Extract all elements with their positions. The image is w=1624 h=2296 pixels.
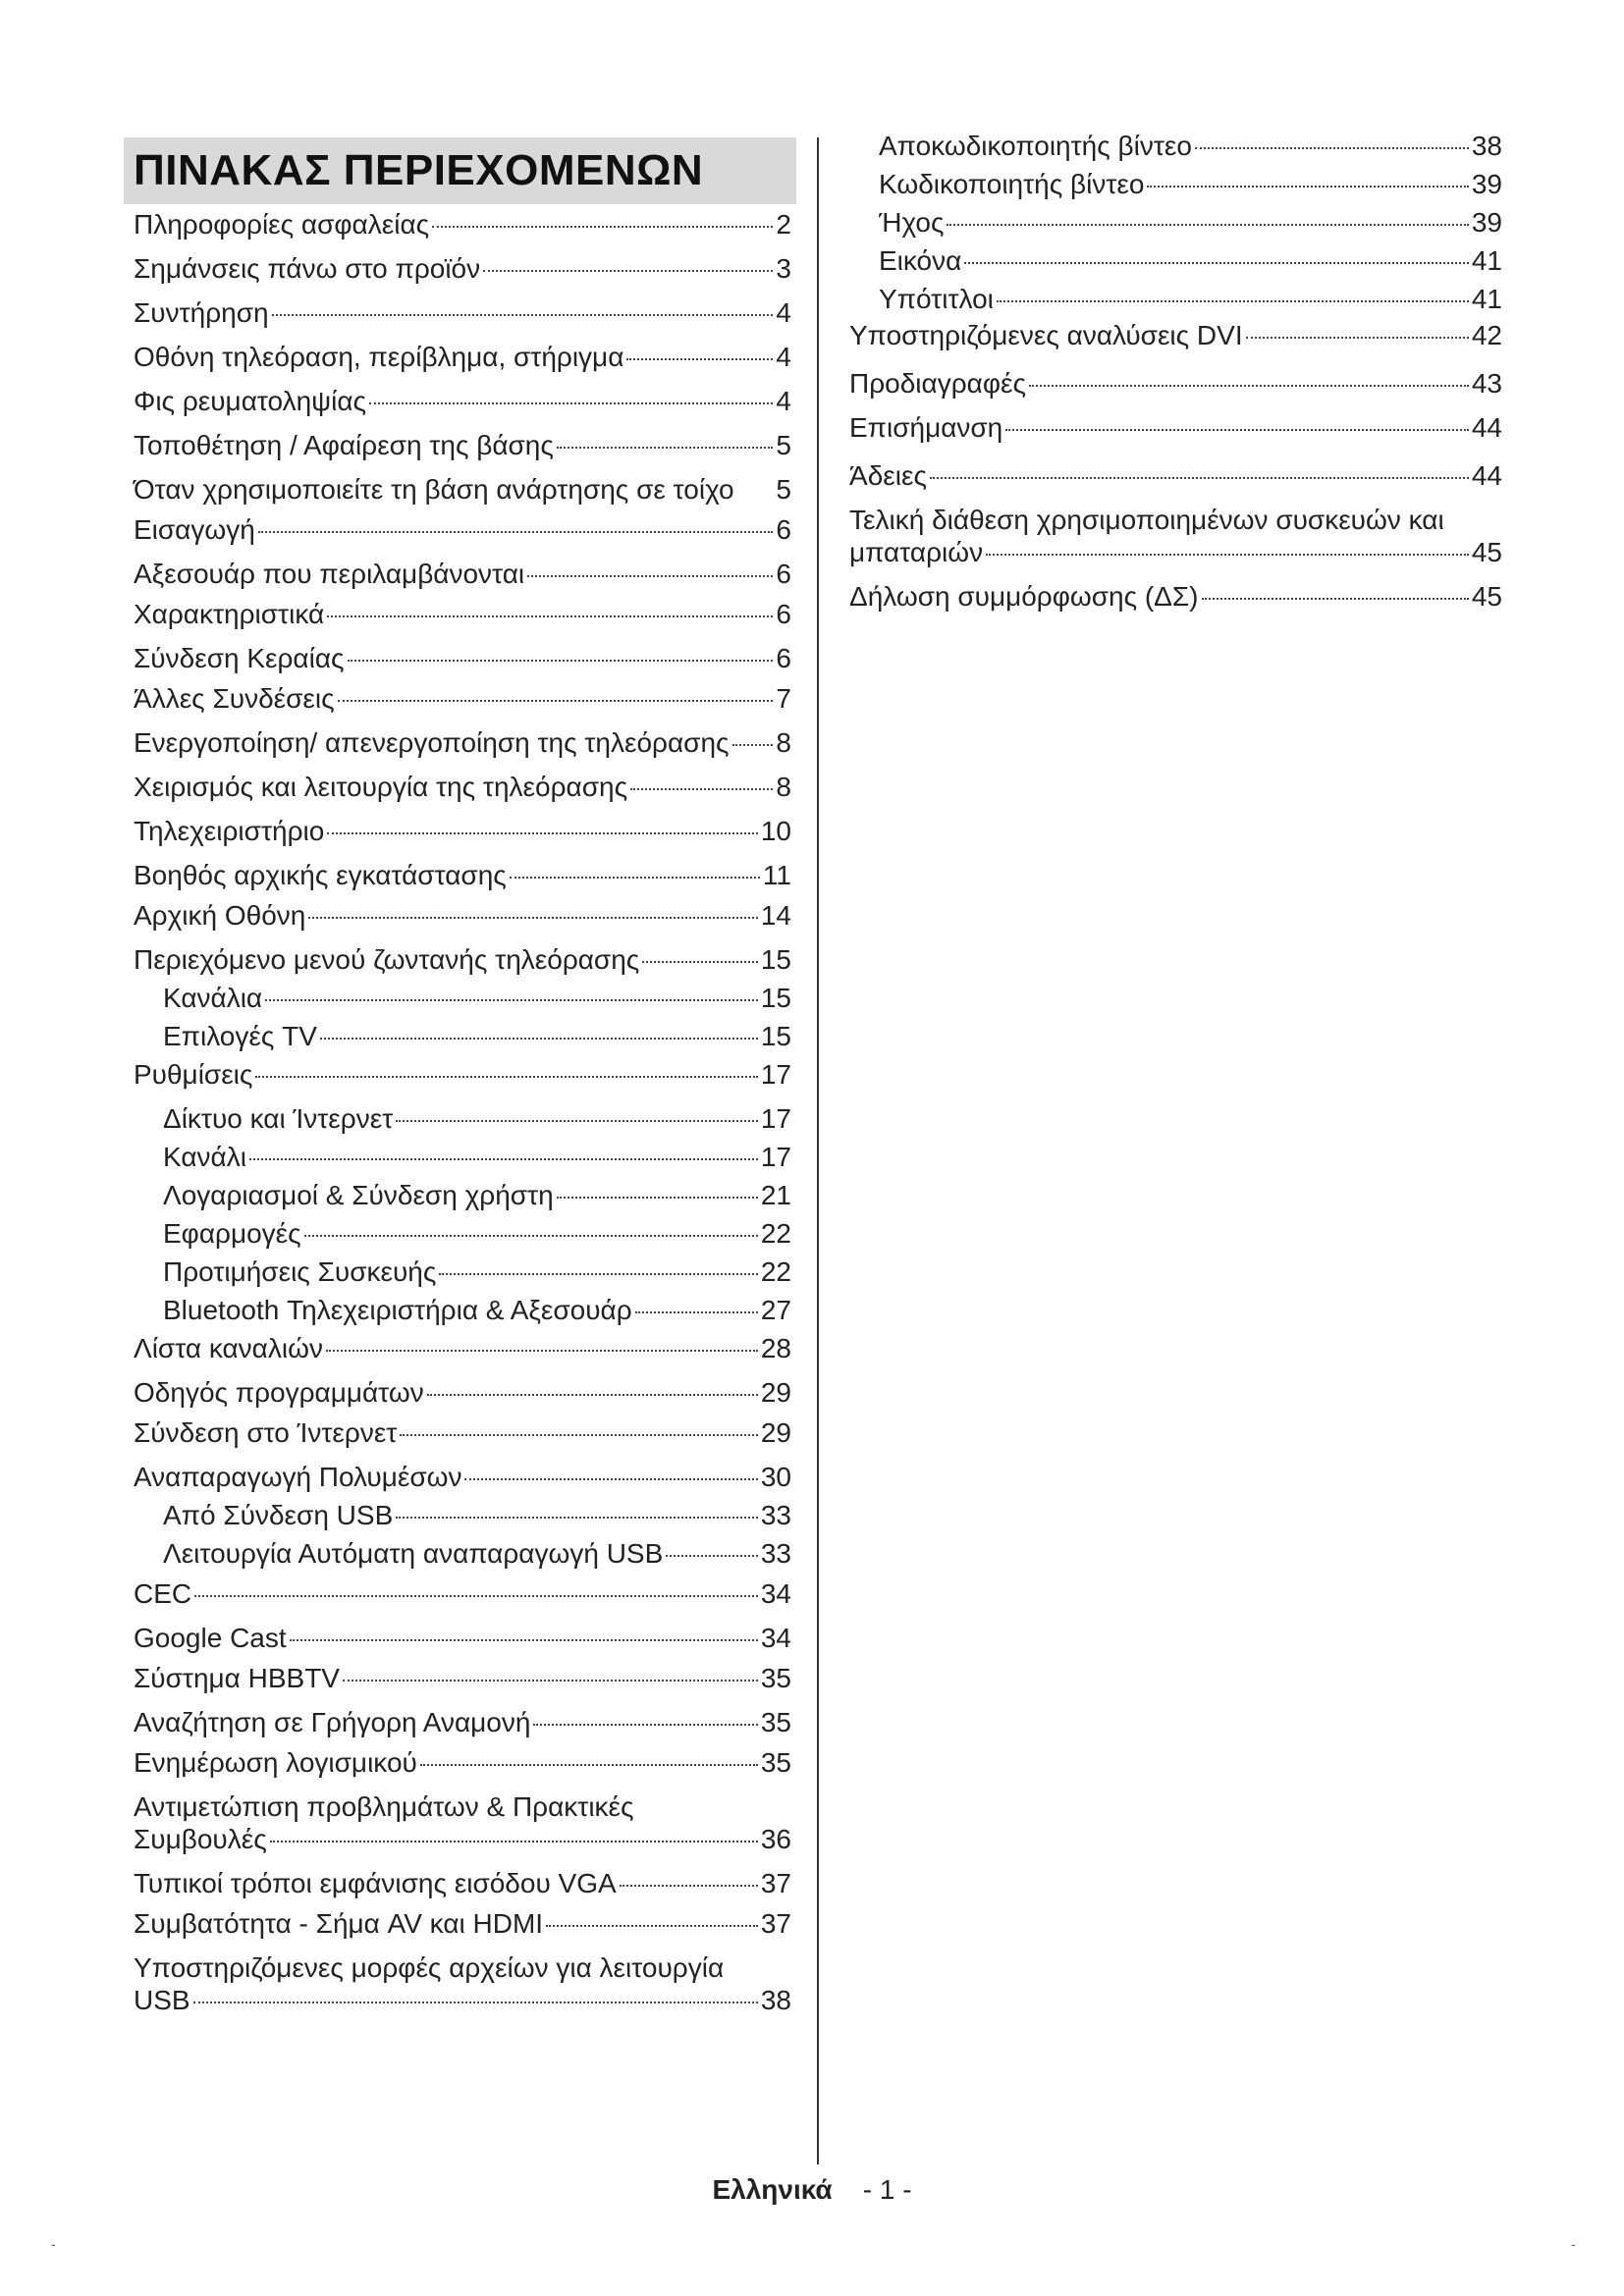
toc-entry[interactable] <box>134 513 791 546</box>
toc-entry[interactable] <box>134 252 791 285</box>
toc-entry-title: Επισήμανση <box>849 412 1003 443</box>
toc-entry-title: Αναπαραγωγή Πολυμέσων <box>134 1462 462 1492</box>
toc-entry[interactable] <box>849 504 1502 568</box>
toc-entry[interactable] <box>849 168 1502 200</box>
toc-entry-page: 10 <box>760 816 791 846</box>
toc-entry-page: 15 <box>760 1021 791 1051</box>
toc-entry-title: Ενεργοποίηση/ απενεργοποίηση της τηλεόρασης <box>134 727 730 758</box>
toc-entry-title: Σύνδεση Κεραίας <box>134 643 345 673</box>
toc-entry-page: 35 <box>760 1663 791 1693</box>
dot-leader <box>343 1679 758 1682</box>
toc-entry-page: 17 <box>760 1103 791 1134</box>
toc-entry[interactable] <box>134 1058 791 1091</box>
dot-leader <box>420 1763 758 1766</box>
toc-entry-page: 8 <box>776 772 791 802</box>
toc-entry[interactable] <box>849 206 1502 239</box>
toc-entry-page: 36 <box>760 1824 791 1854</box>
toc-entry-page: 33 <box>760 1538 791 1569</box>
toc-entry[interactable] <box>134 682 791 715</box>
dot-leader <box>986 553 1469 556</box>
toc-entry-title: Σημάνσεις πάνω στο προϊόν <box>134 253 481 284</box>
toc-entry-title: Εισαγωγή <box>134 514 255 545</box>
toc-left-column <box>134 208 791 2016</box>
dot-leader <box>635 1310 758 1313</box>
toc-entry-title: Δίκτυο και Ίντερνετ <box>163 1103 394 1134</box>
toc-entry[interactable] <box>849 319 1502 351</box>
toc-entry-title-line2: Συμβουλές <box>134 1824 267 1854</box>
toc-entry[interactable] <box>134 726 791 759</box>
toc-entry[interactable] <box>134 296 791 329</box>
toc-entry-title: Φις ρευματοληψίας <box>134 386 367 416</box>
toc-entry-title: Σύνδεση στο Ίντερνετ <box>134 1417 398 1448</box>
toc-entry-page: 41 <box>1471 284 1502 314</box>
toc-entry[interactable] <box>849 411 1502 444</box>
dot-leader <box>1246 336 1469 339</box>
toc-entry[interactable] <box>134 1376 791 1409</box>
dot-leader <box>265 998 758 1001</box>
toc-entry[interactable] <box>134 642 791 674</box>
dot-leader <box>557 1196 758 1199</box>
toc-entry-page: 39 <box>1471 169 1502 199</box>
toc-title-bar <box>124 137 796 204</box>
dot-leader <box>947 223 1468 226</box>
footer-language: Ελληνικά <box>712 2174 833 2205</box>
dot-leader <box>533 1723 757 1726</box>
toc-entry-title: Ήχος <box>879 207 945 238</box>
toc-entry-title: Εικόνα <box>879 245 962 276</box>
toc-entry[interactable] <box>134 385 791 417</box>
toc-entry-page: 37 <box>760 1868 791 1898</box>
toc-entry-title: Άλλες Συνδέσεις <box>134 683 335 714</box>
toc-entry-page: 45 <box>1471 537 1502 567</box>
toc-entry-page: 44 <box>1471 460 1502 491</box>
dot-leader <box>290 1638 758 1641</box>
corner-mark-right: - <box>1571 2236 1576 2252</box>
column-divider <box>817 137 819 2164</box>
toc-entry-title: Άδειες <box>849 460 927 491</box>
toc-entry-page: 33 <box>760 1500 791 1530</box>
toc-entry-page: 3 <box>776 253 791 284</box>
toc-entry-title: Λογαριασμοί & Σύνδεση χρήστη <box>163 1180 554 1210</box>
toc-entry-page: 35 <box>760 1707 791 1737</box>
dot-leader <box>439 1272 758 1275</box>
toc-entry-title: Τοποθέτηση / Αφαίρεση της βάσης <box>134 430 554 460</box>
toc-entry[interactable] <box>849 367 1502 400</box>
toc-entry-title: Προδιαγραφές <box>849 368 1026 399</box>
toc-entry[interactable] <box>134 1537 791 1570</box>
toc-entry-title: Τυπικοί τρόποι εμφάνισης εισόδου VGA <box>134 1868 617 1898</box>
dot-leader <box>642 960 758 963</box>
toc-entry-title: Σύστημα HBBTV <box>134 1663 340 1693</box>
toc-entry-page: 4 <box>776 297 791 328</box>
toc-entry-page: 6 <box>776 514 791 545</box>
toc-entry[interactable] <box>134 1706 791 1738</box>
toc-entry[interactable] <box>134 1217 791 1250</box>
dot-leader <box>396 1516 758 1519</box>
dot-leader <box>737 492 774 493</box>
dot-leader <box>320 1037 758 1040</box>
dot-leader <box>308 916 757 919</box>
toc-entry-page: 42 <box>1471 320 1502 350</box>
dot-leader <box>964 261 1469 264</box>
toc-entry-title: Όταν χρησιμοποιείτε τη βάση ανάρτησης σε τοίχο <box>134 474 734 505</box>
toc-entry-title: Αποκωδικοποιητής βίντεο <box>879 131 1192 161</box>
toc-entry[interactable] <box>849 130 1502 162</box>
toc-entry[interactable] <box>134 1499 791 1531</box>
toc-entry[interactable] <box>134 771 791 803</box>
toc-entry-page: 8 <box>776 727 791 758</box>
dot-leader <box>666 1554 758 1557</box>
dot-leader <box>732 743 774 746</box>
toc-entry-title: Κανάλια <box>163 983 263 1013</box>
toc-entry-page: 14 <box>760 900 791 931</box>
toc-entry-title: Ρυθμίσεις <box>134 1059 253 1090</box>
toc-entry[interactable] <box>134 1294 791 1326</box>
toc-entry-title-line2: μπαταριών <box>849 537 984 567</box>
toc-entry[interactable] <box>134 1179 791 1211</box>
toc-entry-title: Επιλογές TV <box>163 1021 317 1051</box>
dot-leader <box>326 1349 758 1352</box>
toc-entry[interactable] <box>849 244 1502 277</box>
toc-entry-page: 6 <box>776 599 791 629</box>
dot-leader <box>546 1924 758 1927</box>
dot-leader <box>249 1157 758 1160</box>
toc-entry-title: Από Σύνδεση USB <box>163 1500 394 1530</box>
dot-leader <box>1005 428 1469 431</box>
toc-entry-page: 6 <box>776 559 791 589</box>
toc-entry-title: Υποστηριζόμενες αναλύσεις DVI <box>849 320 1243 350</box>
toc-entry-title: Πληροφορίες ασφαλείας <box>134 209 430 240</box>
toc-entry[interactable] <box>134 1332 791 1364</box>
toc-entry-page: 22 <box>760 1256 791 1287</box>
toc-entry[interactable] <box>134 1907 791 1940</box>
dot-leader <box>304 1234 758 1237</box>
toc-entry-title: Τηλεχειριστήριο <box>134 816 325 846</box>
toc-entry-page: 39 <box>1471 207 1502 238</box>
toc-entry-page: 28 <box>760 1333 791 1363</box>
toc-entry-page: 4 <box>776 386 791 416</box>
toc-entry-page: 22 <box>760 1218 791 1249</box>
toc-entry-title: Οδηγός προγραμμάτων <box>134 1377 424 1408</box>
dot-leader <box>557 446 774 449</box>
toc-entry-title: Λειτουργία Αυτόματη αναπαραγωγή USB <box>163 1538 664 1569</box>
toc-entry-page: 43 <box>1471 368 1502 399</box>
toc-entry[interactable] <box>134 899 791 932</box>
toc-entry[interactable] <box>134 558 791 590</box>
toc-entry[interactable] <box>134 1102 791 1135</box>
dot-leader <box>930 476 1469 479</box>
toc-right-column <box>849 130 1502 613</box>
dot-leader <box>327 614 773 617</box>
toc-entry-page: 38 <box>1471 131 1502 161</box>
toc-entry-title: Bluetooth Τηλεχειριστήρια & Αξεσουάρ <box>163 1295 632 1325</box>
toc-entry-title: Λίστα καναλιών <box>134 1333 323 1363</box>
toc-entry-page: 7 <box>776 683 791 714</box>
toc-title: ΠΙΝΑΚΑΣ ΠΕΡΙΕΧΟΜΕΝΩΝ <box>134 146 704 194</box>
toc-entry[interactable] <box>134 1662 791 1694</box>
dot-leader <box>1147 185 1468 187</box>
toc-entry-page: 2 <box>776 209 791 240</box>
dot-leader <box>620 1884 758 1887</box>
toc-entry-title: Συντήρηση <box>134 297 269 328</box>
dot-leader <box>270 1840 758 1842</box>
dot-leader <box>348 659 774 662</box>
dot-leader <box>194 1594 758 1597</box>
toc-entry-page: 6 <box>776 643 791 673</box>
toc-entry-title: Εφαρμογές <box>163 1218 301 1249</box>
toc-entry[interactable] <box>134 1577 791 1610</box>
dot-leader <box>510 876 760 879</box>
toc-entry[interactable] <box>134 1746 791 1779</box>
toc-entry-page: 29 <box>760 1377 791 1408</box>
toc-entry-page: 4 <box>776 342 791 372</box>
toc-entry-title-line1: Υποστηριζόμενες μορφές αρχείων για λειτουργία <box>134 1952 725 1983</box>
toc-entry-page: 45 <box>1471 581 1502 612</box>
toc-entry[interactable] <box>134 208 791 240</box>
toc-entry[interactable] <box>134 1141 791 1173</box>
dot-leader <box>997 299 1469 302</box>
dot-leader <box>396 1119 758 1122</box>
toc-entry[interactable] <box>134 1867 791 1899</box>
toc-entry[interactable] <box>134 982 791 1014</box>
toc-entry-title: Οθόνη τηλεόραση, περίβλημα, στήριγμα <box>134 342 624 372</box>
toc-entry[interactable] <box>849 580 1502 613</box>
dot-leader <box>527 574 773 577</box>
toc-entry-page: 34 <box>760 1623 791 1653</box>
toc-entry[interactable] <box>134 598 791 630</box>
toc-entry-page: 38 <box>760 1985 791 2015</box>
dot-leader <box>1195 146 1469 149</box>
toc-entry[interactable] <box>134 341 791 373</box>
toc-entry-title: Google Cast <box>134 1623 287 1653</box>
toc-entry[interactable] <box>134 815 791 847</box>
dot-leader <box>1202 597 1469 600</box>
toc-entry-page: 17 <box>760 1142 791 1172</box>
toc-entry-page: 29 <box>760 1417 791 1448</box>
toc-entry-page: 27 <box>760 1295 791 1325</box>
toc-entry-title: Υπότιτλοι <box>879 284 994 314</box>
toc-entry[interactable] <box>134 1790 791 1855</box>
toc-entry-title: Κανάλι <box>163 1142 246 1172</box>
dot-leader <box>464 1477 757 1480</box>
dot-leader <box>1029 384 1469 387</box>
dot-leader <box>400 1433 757 1436</box>
toc-entry-page: 30 <box>760 1462 791 1492</box>
toc-entry-title: Δήλωση συμμόρφωσης (ΔΣ) <box>849 581 1199 612</box>
footer-page-number: - 1 - <box>862 2174 912 2205</box>
toc-entry-title: Αναζήτηση σε Γρήγορη Αναμονή <box>134 1707 531 1737</box>
toc-entry-page: 11 <box>762 860 791 890</box>
dot-leader <box>338 699 774 702</box>
corner-mark-left: - <box>51 2236 56 2252</box>
toc-entry-page: 5 <box>776 474 791 505</box>
toc-entry[interactable] <box>134 1951 791 2016</box>
toc-entry[interactable] <box>134 473 791 506</box>
toc-entry-title: Αρχική Οθόνη <box>134 900 306 931</box>
toc-entry[interactable] <box>134 1255 791 1288</box>
toc-entry[interactable] <box>134 1416 791 1449</box>
toc-entry-page: 5 <box>776 430 791 460</box>
dot-leader <box>369 401 773 404</box>
toc-entry-page: 35 <box>760 1747 791 1778</box>
dot-leader <box>272 313 774 316</box>
toc-entry-title: Κωδικοποιητής βίντεο <box>879 169 1145 199</box>
toc-entry-title: Βοηθός αρχικής εγκατάστασης <box>134 860 507 890</box>
toc-entry[interactable] <box>134 1461 791 1493</box>
toc-entry[interactable] <box>134 1020 791 1052</box>
toc-entry-page: 15 <box>760 944 791 975</box>
dot-leader <box>258 530 774 533</box>
toc-entry-title-line1: Τελική διάθεση χρησιμοποιημένων συσκευών και <box>849 505 1444 535</box>
toc-entry-page: 41 <box>1471 245 1502 276</box>
toc-entry[interactable] <box>849 283 1502 315</box>
toc-entry[interactable] <box>849 459 1502 492</box>
toc-entry-title: Ενημέρωση λογισμικού <box>134 1747 417 1778</box>
toc-entry-title: Χειρισμός και λειτουργία της τηλεόρασης <box>134 772 628 802</box>
toc-entry-title: Περιεχόμενο μενού ζωντανής τηλεόρασης <box>134 944 640 975</box>
toc-entry-page: 17 <box>760 1059 791 1090</box>
dot-leader <box>626 357 773 360</box>
toc-entry-title-line1: Αντιμετώπιση προβλημάτων & Πρακτικές <box>134 1791 634 1822</box>
toc-entry[interactable] <box>134 943 791 976</box>
toc-entry-page: 34 <box>760 1578 791 1609</box>
toc-entry-title: CEC <box>134 1578 192 1609</box>
dot-leader <box>432 225 773 228</box>
page-footer <box>0 2174 1624 2206</box>
dot-leader <box>255 1075 757 1078</box>
toc-entry[interactable] <box>134 859 791 891</box>
toc-entry-page: 44 <box>1471 412 1502 443</box>
dot-leader <box>193 2001 758 2003</box>
dot-leader <box>327 831 758 834</box>
toc-entry-title: Αξεσουάρ που περιλαμβάνονται <box>134 559 525 589</box>
dot-leader <box>427 1393 758 1396</box>
toc-entry[interactable] <box>134 429 791 461</box>
toc-entry-title: Συμβατότητα - Σήμα AV και HDMI <box>134 1908 544 1939</box>
dot-leader <box>630 787 773 790</box>
toc-entry-page: 37 <box>760 1908 791 1939</box>
toc-entry-title: Προτιμήσεις Συσκευής <box>163 1256 437 1287</box>
dot-leader <box>483 269 773 272</box>
toc-entry-page: 21 <box>760 1180 791 1210</box>
toc-entry-page: 15 <box>760 983 791 1013</box>
toc-entry-title-line2: USB <box>134 1985 190 2015</box>
toc-entry[interactable] <box>134 1622 791 1654</box>
toc-entry-title: Χαρακτηριστικά <box>134 599 325 629</box>
